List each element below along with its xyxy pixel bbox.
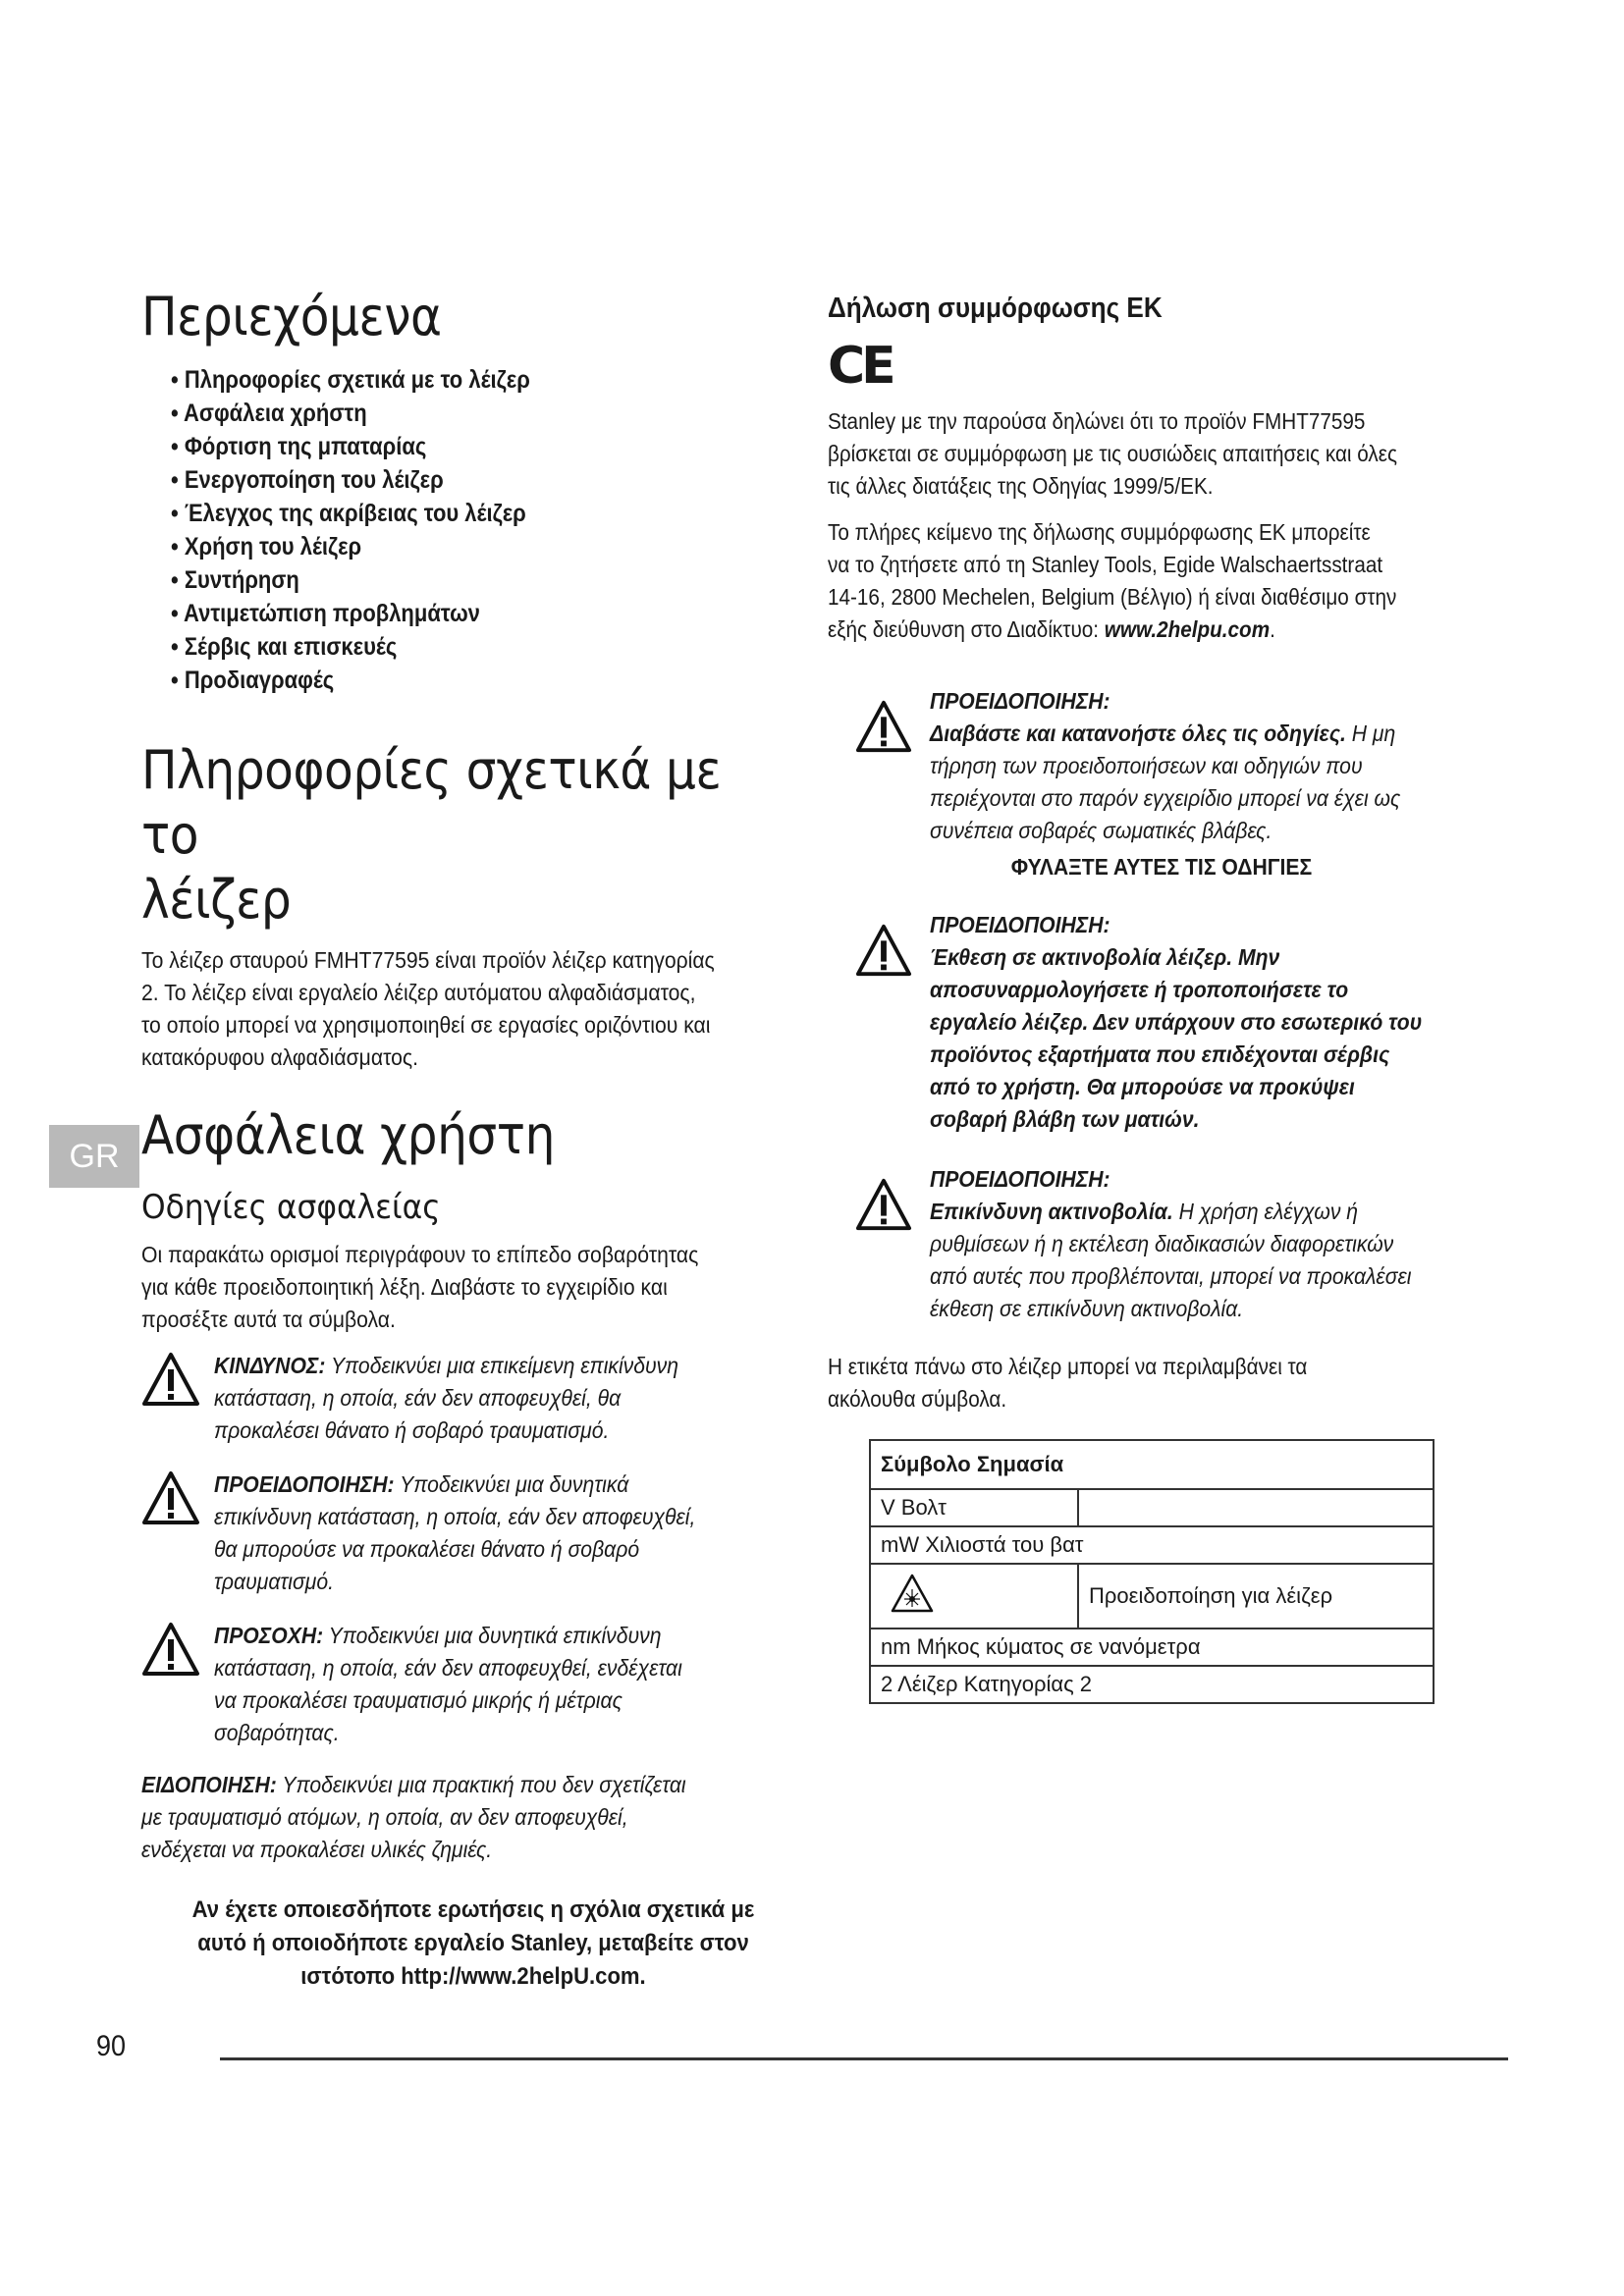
contact-text (168, 1894, 779, 1994)
warning-triangle-icon (855, 923, 912, 978)
laser-info-text: κατακόρυφου αλφαδιάσματος. (141, 1044, 418, 1070)
warning-line: τήρηση των προειδοποιήσεων και οδηγιών που (930, 753, 1363, 778)
warning-line: ρυθμίσεων ή η εκτέλεση διαδικασιών διαφορετικών (930, 1231, 1394, 1256)
warning-line: τραυματισμό. (214, 1569, 335, 1594)
table-cell: V Βολτ (870, 1489, 1078, 1526)
warning-line: Η μη (1345, 721, 1396, 746)
warning-line: εργαλείο λέιζερ. Δεν υπάρχουν στο εσωτερικό του (930, 1009, 1423, 1035)
warning-body (930, 909, 1480, 1136)
label-intro (828, 1351, 1495, 1415)
table-row (870, 1489, 1434, 1526)
warning-triangle-icon (855, 1177, 912, 1232)
right-column (828, 293, 1495, 1704)
caution-line: κατάσταση, η οποία, εάν δεν αποφευχθεί, ενδέχεται (214, 1655, 682, 1681)
safety-intro-text: για κάθε προειδοποιητική λέξη. Διαβάστε το εγχειρίδιο και (141, 1274, 668, 1300)
laser-info-text: το οποίο μπορεί να χρησιμοποιηθεί σε εργασίες οριζόντιου και (141, 1012, 711, 1038)
warning-line: Υποδεικνύει μια δυνητικά (394, 1471, 629, 1497)
read-instructions-warning (855, 685, 1495, 847)
contents-item[interactable]: • Χρήση του λέιζερ (171, 530, 729, 563)
ec-line: 14-16, 2800 Mechelen, Belgium (Βέλγιο) ή είναι διαθέσιμο στην (828, 584, 1397, 610)
ec-line: να το ζητήσετε από τη Stanley Tools, Egide Walschaertsstraat (828, 552, 1383, 577)
ec-line: Stanley με την παρούσα δηλώνει ότι το προϊόν FMHT77595 (828, 408, 1366, 434)
table-header: Σύμβολο Σημασία (870, 1440, 1434, 1489)
warning-triangle-icon (141, 1470, 200, 1525)
warning-line: από αυτές που προβλέπονται, μπορεί να προκαλέσει (930, 1263, 1412, 1289)
caution-line: να προκαλέσει τραυματισμό μικρής ή μέτριας (214, 1687, 623, 1713)
warning-triangle-icon (141, 1352, 200, 1407)
laser-info-title-line: Πληροφορίες σχετικά με το (141, 739, 722, 866)
safety-intro-text: Οι παρακάτω ορισμοί περιγράφουν το επίπεδο σοβαρότητας (141, 1242, 699, 1267)
laser-info-section (141, 738, 805, 1074)
warning-line: Η χρήση ελέγχων ή (1172, 1199, 1359, 1224)
table-row (870, 1526, 1434, 1564)
hazardous-radiation-warning (855, 1163, 1495, 1325)
warning-line: Έκθεση σε ακτινοβολία λέιζερ. Μην (930, 944, 1280, 970)
page-number: 90 (96, 2030, 127, 2062)
notice-line: Υποδεικνύει μια πρακτική που δεν σχετίζεται (276, 1772, 686, 1797)
user-safety-title: Ασφάλεια χρήστη (141, 1104, 555, 1166)
contact-link[interactable]: ιστότοπο http://www.2helpU.com. (300, 1963, 646, 1990)
warning-line: επικίνδυνη κατάσταση, η οποία, εάν δεν αποφευχθεί, (214, 1504, 696, 1529)
ec-paragraph-1 (828, 405, 1495, 503)
laser-info-text: Το λέιζερ σταυρού FMHT77595 είναι προϊόν λέιζερ κατηγορίας (141, 947, 715, 973)
warning-text (930, 941, 1472, 1136)
danger-line: κατάσταση, η οποία, εάν δεν αποφευχθεί, θα (214, 1385, 622, 1411)
laser-info-title-line: λέιζερ (141, 869, 292, 931)
warning-triangle-icon (141, 1622, 200, 1677)
ec-paragraph-2 (828, 516, 1495, 646)
laser-info-text: 2. Το λέιζερ είναι εργαλείο λέιζερ αυτόματου αλφαδιάσματος, (141, 980, 696, 1005)
laser-warning-icon (891, 1574, 934, 1613)
table-row (870, 1629, 1434, 1666)
contents-item[interactable]: • Ασφάλεια χρήστη (171, 397, 729, 430)
warning-lead: Επικίνδυνη ακτινοβολία. (930, 1199, 1173, 1224)
ec-line: Το πλήρες κείμενο της δήλωσης συμμόρφωσης ΕΚ μπορείτε (828, 519, 1371, 545)
laser-exposure-warning (855, 909, 1495, 1136)
table-cell: nm Μήκος κύματος σε νανόμετρα (870, 1629, 1434, 1666)
symbol-table (869, 1439, 1435, 1704)
contents-item[interactable]: • Έλεγχος της ακρίβειας του λέιζερ (171, 497, 729, 530)
website-link[interactable]: www.2helpu.com (1104, 616, 1271, 642)
contact-line: αυτό ή οποιοδήποτε εργαλείο Stanley, μεταβείτε στον (197, 1930, 749, 1956)
table-cell (1078, 1489, 1434, 1526)
warning-line: αποσυναρμολογήσετε ή τροποποιήσετε το (930, 977, 1349, 1002)
caution-line: Υποδεικνύει μια δυνητικά επικίνδυνη (323, 1623, 662, 1648)
warning-title: ΠΡΟΕΙΔΟΠΟΙΗΣΗ: (930, 688, 1110, 714)
ec-line: τις άλλες διατάξεις της Οδηγίας 1999/5/ΕΚ. (828, 473, 1214, 499)
warning-text (214, 1468, 742, 1598)
table-cell (870, 1564, 1078, 1629)
warning-body (930, 1163, 1480, 1325)
caution-text (214, 1620, 742, 1749)
contents-item[interactable]: • Σέρβις και επισκευές (171, 630, 729, 664)
warning-body (930, 685, 1480, 847)
table-row (870, 1564, 1434, 1629)
warning-line: συνέπεια σοβαρές σωματικές βλάβες. (930, 818, 1272, 843)
notice-line: ενδέχεται να προκαλέσει υλικές ζημιές. (141, 1837, 493, 1862)
contents-item[interactable]: • Συντήρηση (171, 563, 729, 597)
user-safety-section (141, 1103, 805, 1994)
warning-line: περιέχονται στο παρόν εγχειρίδιο μπορεί να έχει ως (930, 785, 1401, 811)
warning-title: ΠΡΟΕΙΔΟΠΟΙΗΣΗ: (930, 912, 1110, 937)
table-header-row (870, 1440, 1434, 1489)
danger-line: προκαλέσει θάνατο ή σοβαρό τραυματισμό. (214, 1417, 610, 1443)
warning-line: έκθεση σε επικίνδυνη ακτινοβολία. (930, 1296, 1244, 1321)
danger-text (214, 1350, 742, 1447)
warning-title: ΠΡΟΕΙΔΟΠΟΙΗΣΗ: (930, 1166, 1110, 1192)
caution-label: ΠΡΟΣΟΧΗ: (214, 1623, 324, 1648)
danger-label: ΚΙΝΔΥΝΟΣ: (214, 1353, 326, 1378)
laser-info-title (141, 738, 738, 933)
warning-block (141, 1468, 805, 1598)
left-column (141, 285, 805, 1994)
warning-text (930, 718, 1472, 847)
label-intro-line: Η ετικέτα πάνω στο λέιζερ μπορεί να περιλαμβάνει τα (828, 1354, 1308, 1379)
table-cell: mW Χιλιοστά του βατ (870, 1526, 1434, 1564)
caution-block (141, 1620, 805, 1749)
warning-line: από το χρήστη. Θα μπορούσε να προκύψει (930, 1074, 1355, 1099)
warning-line: θα μπορούσε να προκαλέσει θάνατο ή σοβαρό (214, 1536, 640, 1562)
period: . (1270, 616, 1275, 642)
contents-list (171, 363, 805, 697)
keep-instructions: ΦΥΛΑΞΤΕ ΑΥΤΕΣ ΤΙΣ ΟΔΗΓΙΕΣ (1010, 854, 1313, 880)
footer-divider (220, 2057, 1508, 2060)
ec-line: βρίσκεται σε συμμόρφωση με τις ουσιώδεις απαιτήσεις και όλες (828, 441, 1397, 466)
warning-line: σοβαρή βλάβη των ματιών. (930, 1106, 1200, 1132)
contact-line: Αν έχετε οποιεσδήποτε ερωτήσεις η σχόλια σχετικά με (191, 1896, 755, 1923)
warning-lead: Διαβάστε και κατανοήστε όλες τις οδηγίες. (930, 721, 1346, 746)
warning-line: προϊόντος εξαρτήματα που επιδέχονται σέρβις (930, 1041, 1390, 1067)
safety-instructions-subtitle: Οδηγίες ασφαλείας (141, 1188, 441, 1227)
contents-item[interactable]: • Πληροφορίες σχετικά με το λέιζερ (171, 363, 729, 397)
ec-declaration-title: Δήλωση συμμόρφωσης ΕΚ (828, 293, 1163, 324)
contents-item[interactable]: • Αντιμετώπιση προβλημάτων (171, 597, 729, 630)
notice-line: με τραυματισμό ατόμων, η οποία, αν δεν αποφευχθεί, (141, 1804, 628, 1830)
table-cell: Προειδοποίηση για λέιζερ (1078, 1564, 1434, 1629)
warning-label: ΠΡΟΕΙΔΟΠΟΙΗΣΗ: (214, 1471, 395, 1497)
table-row (870, 1666, 1434, 1703)
label-intro-line: ακόλουθα σύμβολα. (828, 1386, 1007, 1412)
danger-line: Υποδεικνύει μια επικείμενη επικίνδυνη (325, 1353, 678, 1378)
caution-line: σοβαρότητας. (214, 1720, 340, 1745)
contents-title: Περιεχόμενα (141, 286, 442, 347)
warning-triangle-icon (855, 699, 912, 754)
notice-text (141, 1769, 791, 1866)
warning-text (930, 1196, 1472, 1325)
language-tab: GR (49, 1125, 139, 1188)
ec-line (828, 614, 1490, 646)
contents-item[interactable]: • Προδιαγραφές (171, 664, 729, 697)
ec-line-text: εξής διεύθυνση στο Διαδίκτυο: (828, 616, 1105, 642)
safety-intro-text: προσέξτε αυτά τα σύμβολα. (141, 1307, 396, 1332)
table-cell: 2 Λέιζερ Κατηγορίας 2 (870, 1666, 1434, 1703)
danger-block (141, 1350, 805, 1447)
notice-label: ΕΙΔΟΠΟΙΗΣΗ: (141, 1772, 277, 1797)
ce-mark: CE (828, 337, 893, 396)
contents-item[interactable]: • Φόρτιση της μπαταρίας (171, 430, 729, 463)
contents-item[interactable]: • Ενεργοποίηση του λέιζερ (171, 463, 729, 497)
